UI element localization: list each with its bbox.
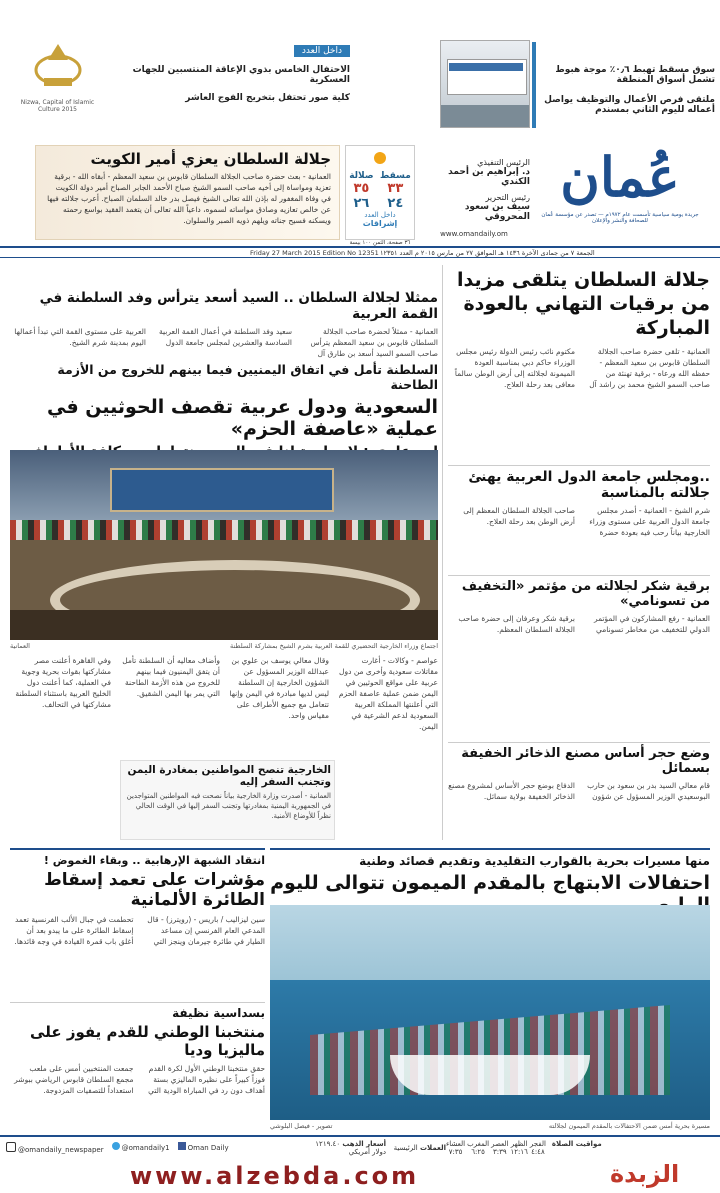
- nizwa-emblem-icon: [28, 40, 88, 95]
- weather-muscat-low: ٢٤: [387, 196, 404, 211]
- sports-kicker: بسداسية نظيفة: [172, 1006, 265, 1020]
- prayer-cell: الظهر ١٢:١٦: [510, 1140, 528, 1156]
- conference-credit: العمانية: [10, 642, 30, 650]
- teaser-photo: [440, 40, 530, 128]
- ceo-name: د. إبراهيم بن أحمد الكندي: [448, 167, 530, 187]
- boats-photo: [270, 905, 710, 1120]
- prayer-cell: المغرب ٦:٢٥: [467, 1140, 490, 1156]
- editor-name: سيف بن سعود المحروقي: [464, 202, 530, 222]
- date-line: [0, 246, 720, 258]
- column-divider: [442, 265, 443, 840]
- thanks-body: العمانية - رفع المشاركون في المؤتمر الدولي للتخفيف من مخاطر تسونامي برقية شكر وعرفان إلى حضرة صاحب الجلالة السلطان المعظم.: [458, 614, 710, 634]
- social-facebook[interactable]: Oman Daily: [178, 1142, 229, 1154]
- masthead: [0, 140, 720, 245]
- thanks-story: [448, 575, 710, 740]
- celebration-kicker: منها مسيرات بحرية بالقوارب التقليدية وتقديم قصائد وطنية: [359, 854, 710, 868]
- bottom-bar: [0, 1135, 720, 1159]
- thanks-headline[interactable]: برقية شكر لجلالته من مؤتمر «التخفيف من تسونامي»: [461, 579, 710, 609]
- summit-story: [10, 290, 438, 360]
- weather-salalah-high: ٣٥: [353, 181, 370, 196]
- celebration-headline[interactable]: احتفالات الابتهاج بالمقدم الميمون تتوالى لليوم: [270, 872, 710, 894]
- sports-story: [10, 1002, 265, 1122]
- weather-salalah-low: ٢٦: [353, 196, 370, 211]
- germanwings-kicker: انتقاد الشبهة الإرهابية .. وبقاء الغموض !: [43, 854, 265, 867]
- gold-title: أسعار الذهب: [342, 1140, 386, 1148]
- social-links: [0, 1142, 306, 1154]
- sun-icon: [370, 148, 390, 168]
- prayer-cell: العصر ٣:٣٩: [491, 1140, 509, 1156]
- weather-muscat-label: مسقط: [379, 171, 411, 181]
- right-teasers: [535, 45, 715, 130]
- nizwa-logo: [10, 40, 105, 130]
- conference-caption: [10, 642, 438, 652]
- editor-role: رئيس التحرير: [485, 193, 530, 202]
- date-line-en: Friday 27 March 2015 Edition No 12351: [250, 249, 379, 257]
- weather-salalah-label: صلالة: [349, 171, 374, 181]
- oman-logo: [535, 142, 705, 242]
- weather-muscat-high: ٣٣: [387, 181, 404, 196]
- gold-box: [306, 1140, 386, 1156]
- blue-side-bar: [532, 42, 536, 128]
- conference-caption-text: اجتماع وزراء الخارجية التحضيري للقمة العربية بشرم الشيخ بمشاركة السلطنة: [229, 642, 438, 650]
- issue-price: ٣٦ صفحة، الثمن ١٠٠ بيسة: [349, 240, 411, 246]
- foreign-ministry-headline[interactable]: الخارجية تنصح المواطنين بمغادرة اليمن وتجنب السفر إليه: [127, 764, 331, 788]
- right-teaser-2[interactable]: ملتقى فرص الأعمال والتوظيف يواصل أعماله لليوم الثاني بمسندم: [544, 95, 715, 115]
- twitter-icon: [112, 1142, 120, 1150]
- promo-body: العمانية - بعث حضرة صاحب الجلالة السلطان قابوس بن سعيد المعظم - أبقاه الله - برقية تعزية ومواساة إلى أخيه صاحب السمو الشيخ صباح الأحمد الجابر الصباح أمير دولة الكويت في وفاة المغفور له بإذن الله تعالى الشيخ فيصل بدر خالد السلمان الصباح. أعرب جلالته فيها عن خالص تعازيه وصادق مواساته لسموه، داعياً الله تعالى أن يتغمد الفقيد بواسع رحمته ويسكنه فسيح جناته ويلهم ذويه الصبر والسلوان.: [47, 172, 331, 225]
- gold-value: ١٢١٩.٤٠ دولار أمريكي: [315, 1140, 386, 1156]
- germanwings-story: [10, 848, 265, 998]
- summit-body: العمانية - ممثلاً لحضرة صاحب الجلالة السلطان قابوس بن سعيد المعظم يترأس صاحب السمو السيد أسعد بن طارق آل سعيد وفد السلطنة في أعمال القمة العربية السادسة والعشرين لمجلس جامعة الدول العربية على مستوى القمة التي تبدأ أعمالها اليوم بمدينة شرم الشيخ.: [14, 327, 438, 358]
- oman-tagline: جريدة يومية سياسية تأسست عام ١٩٧٢م — تصدر عن مؤسسة عُمان للصحافة والنشر والإعلان: [541, 212, 699, 224]
- currency-box: [386, 1144, 446, 1152]
- watermark-logo: الزبدة: [610, 1160, 680, 1188]
- top-strip: [0, 0, 720, 140]
- weather-inside-sub: إشراقات: [362, 219, 398, 228]
- prayer-table: [446, 1140, 602, 1156]
- nizwa-logo-caption: Nizwa, Capital of Islamic Culture 2015: [20, 99, 95, 113]
- watermark-footer: [0, 1160, 720, 1193]
- lead-story-body: العمانية - تلقى حضرة صاحب الجلالة السلطان قابوس بن سعيد المعظم - حفظه الله ورعاه - برقية تهنئة من صاحب السمو الشيخ محمد بن راشد آل مكتوم نائب رئيس الدولة رئيس مجلس الوزراء حاكم دبي بمناسبة العودة الميمونة لجلالته إلى أرض الوطن سالماً معافى بعد رحلة العلاج.: [454, 347, 710, 389]
- staff-box: [418, 158, 530, 238]
- lead-story-headline[interactable]: جلالة السلطان يتلقى مزيدا من برقيات التهاني بالعودة المباركة: [457, 269, 710, 339]
- arab-league-story: [448, 465, 710, 570]
- left-teasers: [110, 45, 350, 125]
- yemen-col-c: وأضاف معاليه أن السلطنة تأمل أن يتفق اليمنيون فيما بينهم للخروج من هذه الأزمة الطاحنة التي يمر بها اليمن الشقيق.: [122, 656, 220, 698]
- site-url[interactable]: www.omandaily.om: [440, 230, 508, 238]
- yemen-col-d: وفي القاهرة أعلنت مصر مشاركتها بقوات بحرية وجوية في العملية، كما أعلنت دول الخليج العربية باستثناء السلطنة مشاركتها في التحالف.: [15, 656, 111, 709]
- left-teaser-2[interactable]: كلية صور تحتفل بتخريج الفوج العاشر: [185, 93, 350, 103]
- summit-kicker[interactable]: ممثلا لجلالة السلطان .. السيد أسعد يترأس وفد السلطنة في القمة العربية: [39, 290, 438, 322]
- dhakhair-body: قام معالي السيد بدر بن سعود بن حارب البوسعيدي الوزير المسؤول عن شؤون الدفاع بوضع حجر الأساس لمشروع مصنع الذخائر الخفيفة بولاية سمائل.: [448, 781, 710, 801]
- yemen-headline[interactable]: السعودية ودول عربية تقصف الحوثيين في عملية «عاصفة الحزم»: [47, 396, 438, 440]
- conference-photo: [10, 450, 438, 640]
- right-teaser-1[interactable]: سوق مسقط تهبط ٠٫٦٪ موجة هبوط تشمل أسواق المنطقة: [555, 65, 715, 85]
- sports-body: حقق منتخبنا الوطني الأول لكرة القدم فوزاً كبيراً على نظيره الماليزي بستة أهداف دون رد في المباراة الودية التي جمعت المنتخبين أمس على ملعب مجمع السلطان قابوس الرياضي ببوشر استعداداً للتصفيات المزدوجة.: [14, 1064, 265, 1095]
- yemen-subhead: السلطنة تأمل في اتفاق اليمنيين فيما بينهم للخروج من الأزمة الطاحنة: [57, 362, 438, 392]
- boats-caption-text: مسيرة بحرية أمس ضمن الاحتفالات بالمقدم الميمون لجلالته: [548, 1122, 710, 1130]
- foreign-ministry-body: العمانية - أصدرت وزارة الخارجية بياناً نصحت فيه المواطنين المتواجدين في الجمهورية اليمنية بمغادرتها وتجنب السفر إليها في الوقت الحالي نظراً للأوضاع الأمنية.: [126, 792, 331, 820]
- left-teaser-1[interactable]: الاحتفال الخامس بذوي الإعاقة المنتسبين للجهات العسكرية: [132, 65, 350, 85]
- germanwings-headline[interactable]: مؤشرات على تعمد إسقاط الطائرة الألمانية: [44, 870, 265, 910]
- arab-league-headline[interactable]: ..ومجلس جامعة الدول العربية يهنئ جلالته بالمناسبة: [468, 469, 710, 501]
- prayer-cell: الفجر ٤:٤٨: [529, 1140, 546, 1156]
- sports-headline[interactable]: منتخبنا الوطني للقدم يفوز على ماليزيا وديا: [30, 1023, 265, 1059]
- oman-logo-text: عُمان: [560, 145, 680, 209]
- yemen-col-a: عواصم - وكالات - أغارت مقاتلات سعودية وأخرى من دول عربية على مواقع الحوثيين في اليمن ضمن عملية عاصفة الحزم التي أعلنتها المملكة العربية السعودية لدعم الشرعية في اليمن.: [338, 656, 438, 731]
- instagram-icon: [6, 1142, 16, 1152]
- foreign-ministry-story: [120, 760, 335, 840]
- currency-sub: الرئيسية: [393, 1144, 418, 1152]
- date-line-ar: الجمعة ٧ من جمادى الآخرة ١٤٣٦ هـ الموافق ٢٧ من مارس ٢٠١٥ م العدد ١٢٣٥١: [380, 249, 595, 257]
- facebook-icon: [178, 1142, 186, 1150]
- prayer-cell: العشاء ٧:٣٥: [446, 1140, 466, 1156]
- weather-inside-label: داخل العدد: [364, 211, 396, 219]
- dhakhair-story: [448, 742, 710, 837]
- boats-credit: تصوير - فيصل البلوشي: [270, 1122, 333, 1130]
- celebration-story-header: [270, 848, 710, 903]
- yemen-col-b: وقال معالي يوسف بن علوي بن عبدالله الوزير المسؤول عن الشؤون الخارجية إن السلطنة ليس لديها مبادرة في اليمن وإنها تتعامل مع جميع الأطراف على مقياس واحد.: [229, 656, 329, 720]
- germanwings-body: سين ليزاليب / باريس - (رويترز) - قال المدعي العام الفرنسي إن مساعد الطيار في طائرة جيرمان وينجز التي تحطمت في جبال الألب الفرنسية تعمد إسقاط الطائرة على ما يبدو بعد أن أغلق باب قمرة القيادة في وجه قائدها.: [14, 915, 265, 946]
- boats-caption: [270, 1122, 710, 1132]
- left-teasers-label: داخل العدد: [294, 45, 350, 57]
- dhakhair-headline[interactable]: وضع حجر أساس مصنع الذخائر الخفيفة بسمائل: [461, 746, 710, 776]
- social-twitter[interactable]: @omandaily1: [112, 1142, 170, 1154]
- ceo-role: الرئيس التنفيذي: [477, 158, 530, 167]
- yemen-story: [10, 362, 438, 447]
- watermark-url[interactable]: www.alzebda.com: [130, 1162, 420, 1190]
- lead-story: [448, 268, 710, 408]
- arab-league-body: شرم الشيخ - العمانية - أصدر مجلس جامعة الدول العربية على مستوى وزراء الخارجية بياناً رحب فيه بعودة حضرة صاحب الجلالة السلطان المعظم إلى أرض الوطن بعد رحلة العلاج.: [463, 506, 710, 537]
- promo-box: [35, 145, 340, 240]
- promo-headline[interactable]: جلالة السلطان يعزي أمير الكويت: [90, 150, 331, 168]
- social-instagram[interactable]: @omandaily_newspaper: [6, 1142, 104, 1154]
- yemen-columns: [10, 655, 438, 750]
- currency-title: العملات: [419, 1144, 446, 1152]
- prayer-title: مواقيت الصلاة: [551, 1140, 602, 1148]
- weather-box: [345, 145, 415, 240]
